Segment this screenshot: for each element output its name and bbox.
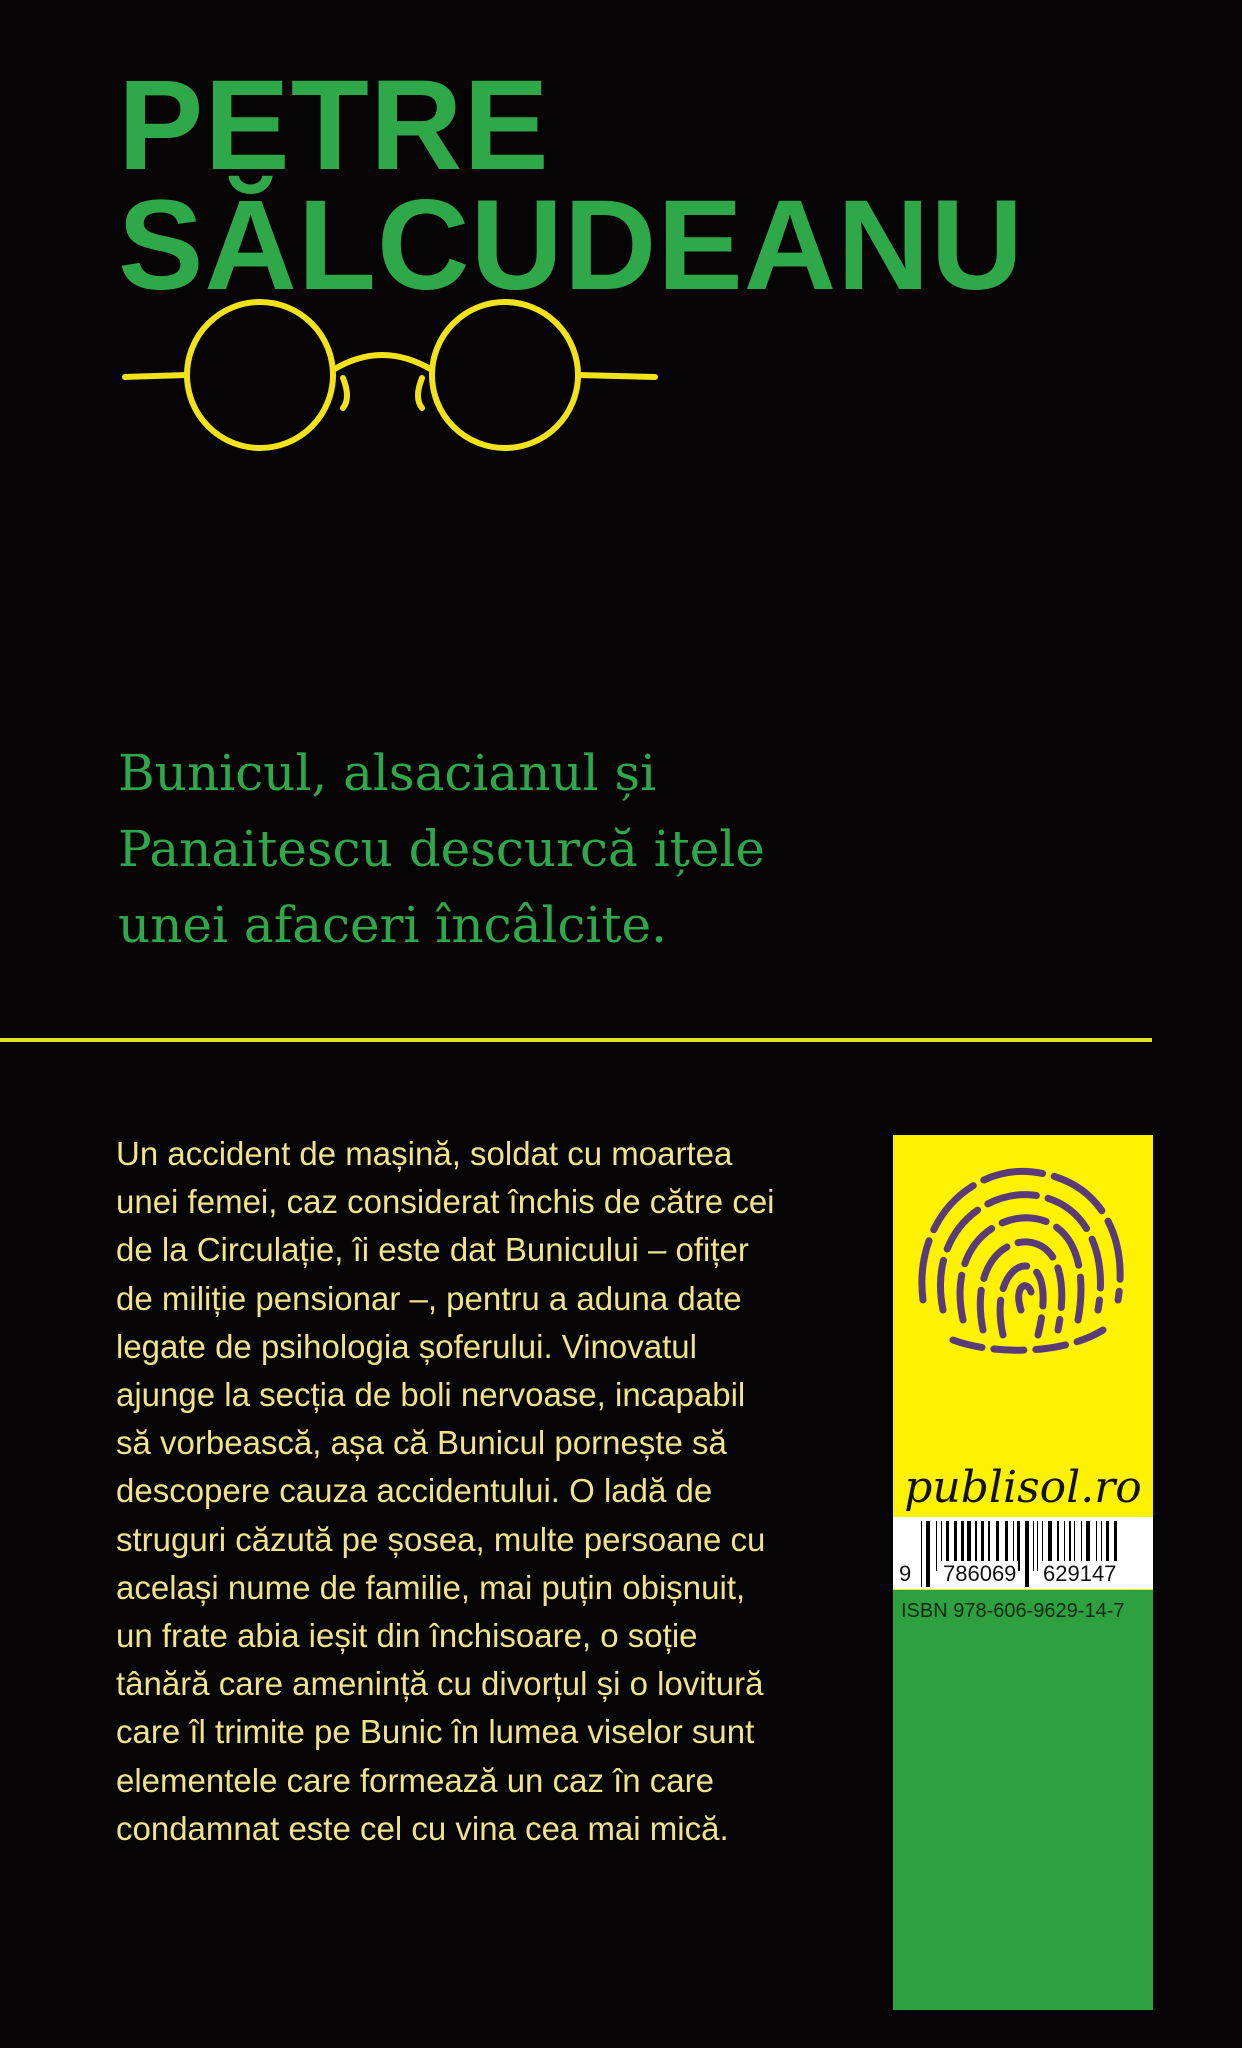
barcode-bar: [1033, 1521, 1034, 1571]
blurb-line: unei femei, caz considerat închis de către cei: [116, 1183, 775, 1221]
blurb-line: care îl trimite pe Bunic în lumea viselor sunt: [116, 1713, 755, 1751]
tagline-line: Panaitescu descurcă ițele: [118, 820, 765, 878]
barcode-bar: [1025, 1521, 1029, 1587]
fingerprint-icon: [913, 1160, 1133, 1360]
blurb-line: Un accident de mașină, soldat cu moartea: [116, 1135, 733, 1172]
blurb-line: tânără care amenință cu divorțul și o lovitură: [116, 1665, 764, 1703]
blurb-line: descopere cauza accidentului. O ladă de: [116, 1472, 713, 1510]
barcode: [893, 1517, 1153, 1589]
blurb-line: de miliție pensionar –, pentru a aduna date: [116, 1279, 742, 1317]
blurb-line: același nume de familie, mai puțin obișnuit,: [116, 1568, 746, 1606]
barcode-group2: 629147: [1043, 1561, 1117, 1586]
publisher-panel: [893, 1135, 1153, 2010]
blurb-line: ajunge la secția de boli nervoase, incapabil: [116, 1376, 746, 1414]
blurb: [116, 1130, 886, 1853]
tagline: [118, 735, 765, 963]
tagline-line: unei afaceri încâlcite.: [118, 896, 667, 954]
glasses-icon: [115, 290, 665, 460]
blurb-line: de la Circulație, îi este dat Bunicului – ofițer: [116, 1231, 749, 1269]
blurb-line: condamnat este cel cu vina cea mai mică.: [116, 1809, 729, 1847]
barcode-bar: [921, 1521, 922, 1587]
blurb-line: să vorbească, așa că Bunicul pornește să: [116, 1424, 727, 1462]
publisher-name: publisol.ro: [904, 1462, 1142, 1513]
blurb-line: legate de psihologia șoferului. Vinovatul: [116, 1327, 697, 1365]
blurb-line: struguri căzută pe șosea, multe persoane cu: [116, 1520, 766, 1558]
author-first-name: PETRE: [118, 54, 550, 197]
divider: [0, 1038, 1152, 1042]
blurb-line: elementele care formează un caz în care: [116, 1761, 714, 1799]
blurb-line: un frate abia ieșit din închisoare, o soție: [116, 1617, 698, 1655]
barcode-group1: 786069: [943, 1561, 1017, 1586]
barcode-bar: [1037, 1521, 1038, 1571]
barcode-prefix: 9: [899, 1561, 912, 1586]
author-last-name: SĂLCUDEANU: [118, 174, 1024, 317]
isbn-band: [893, 1590, 1153, 2010]
barcode-bar: [936, 1521, 937, 1571]
isbn: ISBN 978-606-9629-14-7: [901, 1600, 1125, 1622]
tagline-line: Bunicul, alsacianul și: [118, 744, 657, 802]
barcode-bar: [926, 1521, 930, 1587]
